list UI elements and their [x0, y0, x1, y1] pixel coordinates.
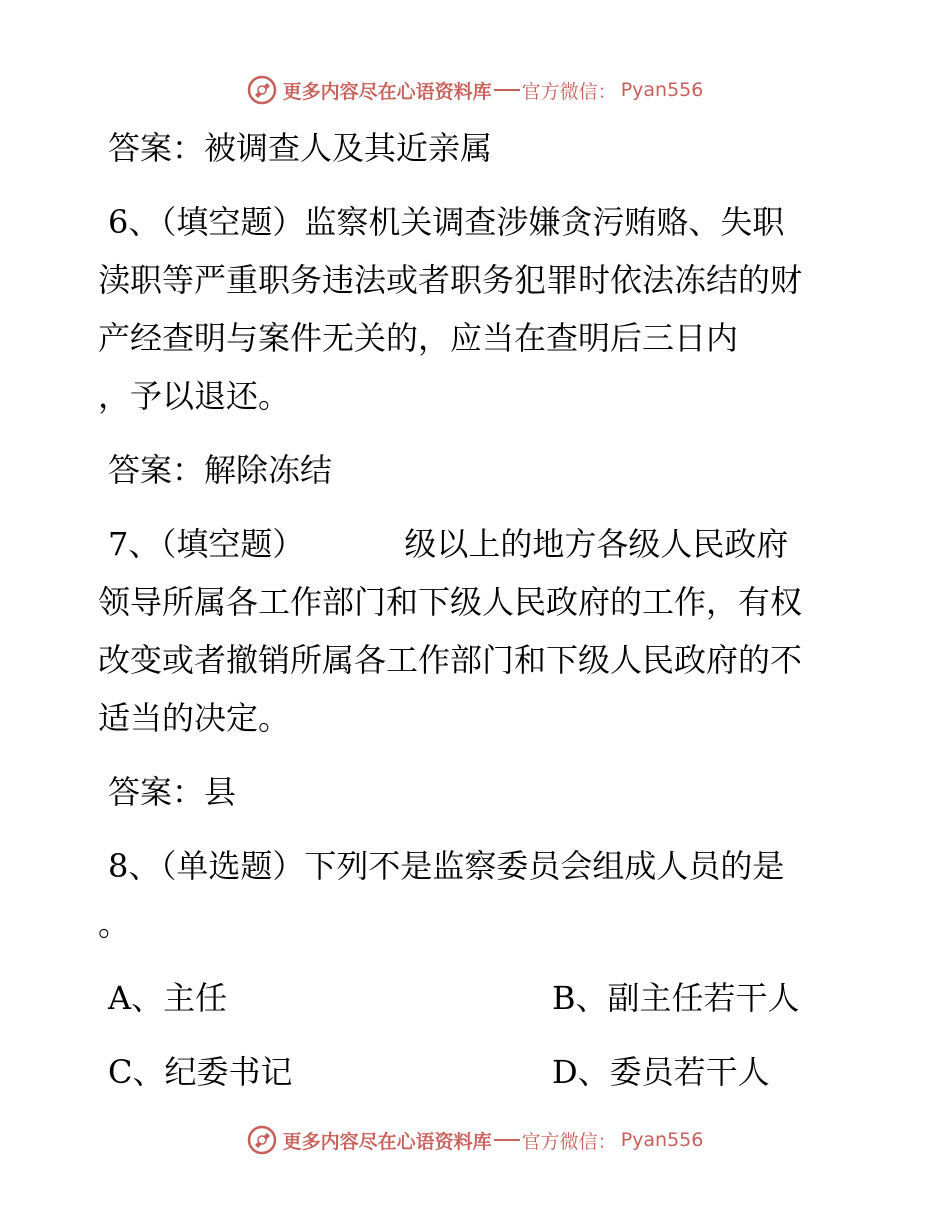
question-8-line-2: 。 [98, 905, 131, 943]
question-8-line-1 [108, 846, 784, 886]
question-7-line-1 [108, 524, 788, 564]
option-a: A、主任 [108, 979, 228, 1017]
question-number: 6、 [108, 203, 161, 241]
watermark-dash [494, 89, 520, 91]
question-6-line-1 [108, 202, 784, 242]
option-b: B、副主任若干人 [552, 979, 800, 1017]
question-type: （单选题） [160, 847, 305, 885]
watermark-text: 更多内容尽在心语资料库 [282, 1130, 492, 1153]
watermark-contact-id: Pyan556 [620, 79, 704, 101]
question-number: 8、 [108, 847, 161, 885]
answer-text: 解除冻结 [204, 451, 333, 489]
option-c: C、纪委书记 [108, 1053, 293, 1091]
answer-label: 答案： [108, 451, 205, 489]
answer-label: 答案： [108, 773, 205, 811]
answer-text: 县 [204, 773, 237, 811]
question-text: 监察机关调查涉嫌贪污贿赂、失职 [304, 203, 785, 241]
question-7-line-3: 改变或者撤销所属各工作部门和下级人民政府的不 [98, 641, 803, 679]
question-number: 7、 [108, 525, 161, 563]
question-type: （填空题） [160, 525, 305, 563]
question-type: （填空题） [160, 203, 305, 241]
answer-label: 答案： [108, 129, 205, 167]
question-7-line-4: 适当的决定。 [98, 699, 291, 737]
question-text: 级以上的地方各级人民政府 [404, 525, 789, 563]
question-text: 下列不是监察委员会组成人员的是 [304, 847, 785, 885]
option-d: D、委员若干人 [552, 1053, 770, 1091]
seal-logo-icon [247, 1125, 277, 1155]
question-7-line-2: 领导所属各工作部门和下级人民政府的工作，有权 [98, 583, 803, 621]
answer-5 [108, 128, 492, 168]
watermark-dash [494, 1139, 520, 1141]
watermark-text: 更多内容尽在心语资料库 [282, 80, 492, 103]
answer-text: 被调查人及其近亲属 [204, 129, 493, 167]
watermark-contact-label: 官方微信： [521, 80, 617, 103]
answer-7 [108, 772, 236, 812]
answer-6 [108, 450, 332, 490]
question-6-line-2: 渎职等严重职务违法或者职务犯罪时依法冻结的财 [98, 261, 803, 299]
footer-watermark [0, 1122, 950, 1158]
question-6-line-3: 产经查明与案件无关的，应当在查明后三日内 [98, 319, 739, 357]
watermark-contact-id: Pyan556 [620, 1129, 704, 1151]
header-watermark [0, 72, 950, 108]
watermark-contact-label: 官方微信： [521, 1130, 617, 1153]
seal-logo-icon [247, 75, 277, 105]
question-6-line-4: ，予以退还。 [98, 377, 291, 415]
